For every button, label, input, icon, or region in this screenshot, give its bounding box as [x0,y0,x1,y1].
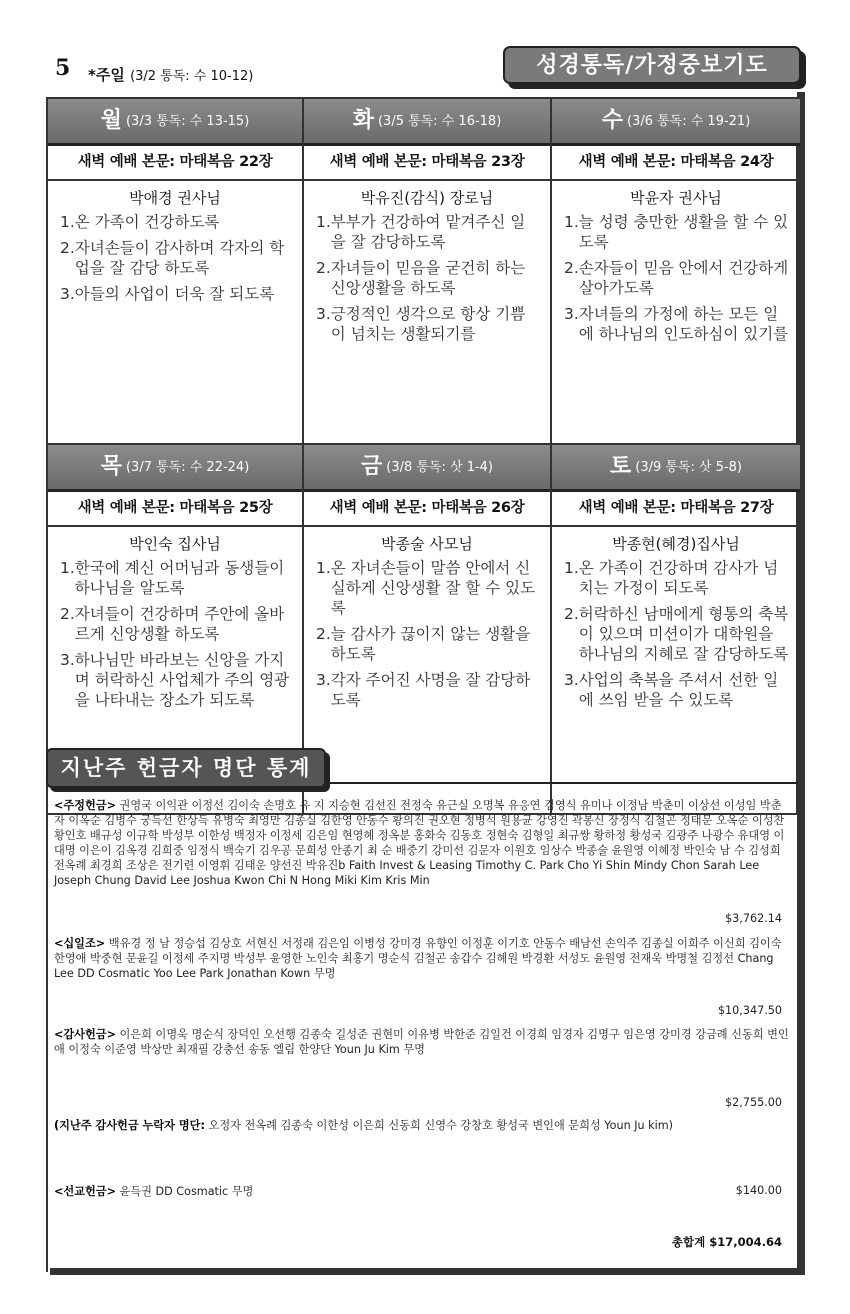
prayer-item [60,284,292,304]
header-badge [503,46,801,84]
prayer-item-text: 자녀들이 건강하며 주안에 올바르게 신앙생활 하도록 [74,605,285,643]
prayer-item-number: 2. [60,605,75,623]
mission-label: <선교헌금> [54,1185,116,1198]
day-reading: (3/5 통독: 수 16-18) [377,114,502,129]
prayer-item-text: 온 자녀손들이 말씀 안에서 신실하게 신앙생활 잘 할 수 있도록 [330,559,536,617]
prayer-item [316,558,540,618]
prayer-item [60,558,292,598]
day-name: 월 [100,108,122,133]
prayer-leader: 박유진(감식) 장로님 [360,189,494,207]
day-reading: (3/7 통독: 수 22-24) [125,460,250,475]
section-rule [330,782,798,784]
prayer-leader: 박종현(혜경)집사님 [612,535,740,553]
tithe-names: 권영국 이익관 이정선 김이숙 손명호 유 지 지승현 김선진 전정숙 유근실 오명복 유응연 김영식 유미나 이정남 박춘미 이상선 이성임 박춘자 이옥순 김병수 궁득선 한상득 유병숙 최영만 김종실 김한영 안동수 황의진 권오현 정병석 원용균 강영진 곽봉신 장정식 김철곤 정태문 오옥순 이성찬 황인호 배규성 이규학 박성부 이한성 백정자 이정세 김은임 현영혜 정옥분 홍화숙 김동호 정현숙 김형일 최규쌍 황하정 황성국 김광주 나광수 유대영 이대명 이은이 김옥경 김희중 임정식 백숙기 김우공 문희성 안종기 최 순 배중기 강미선 김문자 이원호 임상수 박종술 윤원영 이혜정 박인숙 남 수 김성희 전옥례 최경희 조상은 전기련 이영휘 김태운 양선진 박유진b Faith Invest & Leasing Timothy C. Park Cho Yi Shin Mindy Chon Sarah Lee Joseph Chung David Lee Joshua Kwon Chi N Hong Miki Kim Kris Min [54,799,785,887]
thanks-label: <감사헌금> [54,1028,116,1041]
day-cell [304,443,552,813]
frame-bottom-shadow [50,1268,805,1275]
prayer-leader: 박애경 권사님 [129,189,221,207]
day-reading: (3/8 통독: 삿 1-4) [386,460,493,475]
prayer-item-number: 1. [316,559,331,577]
prayer-item [316,304,540,344]
prayer-item-number: 2. [564,605,579,623]
day-reading: (3/3 통독: 수 13-15) [125,114,250,129]
day-header [552,445,800,492]
prayer-item-number: 2. [60,239,75,257]
tithe-label: <주정헌금> [54,799,116,812]
offering-section-label: 지난주 헌금자 명단 통계 [46,748,326,788]
day-name: 금 [360,454,383,479]
page-number: 5 [55,55,71,81]
prayer-item [564,558,790,598]
building-names: 백유경 정 남 정승섭 김상호 서현신 서정래 김은임 이병성 강미경 유향인 이정훈 이기호 안동수 배남선 손익주 김종실 이희주 이신희 김이숙 한영애 박중현 문윤길 이정세 주지명 박성부 윤영한 노인숙 최홍기 명순식 김철곤 송갑수 김혜원 박경환 서성도 윤원영 전재욱 박명철 김정선 Chang Lee DD Cosmatic Yoo Lee Park Jonathan Kown 무명 [54,937,782,980]
prayer-item [564,604,790,664]
thanks-names: 이은희 이명욱 명순식 장덕인 오선행 김종숙 길성준 권현미 이유병 박한준 김일건 이경희 임경자 김명구 임은영 강미경 강금례 신동희 변인애 이정숙 이준영 박상만 최재필 강충선 송동 엘림 한양단 Youn Ju Kim 무명 [54,1028,789,1056]
prayer-item-number: 1. [316,213,331,231]
prayer-item-text: 하나님만 바라보는 신앙을 가지며 허락하신 사업체가 주의 영광을 나타내는 장소가 되도록 [74,651,290,709]
grand-total: 총합계 $17,004.64 [671,1235,782,1249]
building-amount: $10,347.50 [717,1004,782,1017]
day-cell [48,99,304,443]
day-header [48,445,302,492]
prayer-item-text: 늘 감사가 끊이지 않는 생활을 하도록 [330,625,531,663]
day-reading: (3/6 통독: 수 19-21) [626,114,751,129]
prayer-item-number: 2. [316,625,331,643]
day-header [304,445,550,492]
prayer-item [316,212,540,252]
prayer-items [48,212,302,443]
day-verse: 새벽 예배 본문: 마태복음 26장 [304,492,550,527]
day-cell [552,99,800,443]
prayer-leader: 박종술 사모님 [381,535,473,553]
prayer-item-text: 자녀손들이 감사하며 각자의 학업을 잘 감당 하도록 [74,239,285,277]
prayer-item-text: 한국에 계신 어머님과 동생들이 하나님을 알도록 [74,559,285,597]
prayer-item-number: 3. [316,305,331,323]
prayer-item-text: 자녀들의 가정에 하는 모든 일에 하나님의 인도하심이 있기를 [578,305,789,343]
missing-block [54,1118,789,1133]
prayer-item-number: 2. [316,259,331,277]
missing-names: 오정자 전옥례 김종숙 이한성 이은희 신동희 신영수 강창호 황성국 변인애 문희성 Youn Ju kim) [208,1119,674,1132]
prayer-items [552,558,800,813]
prayer-item-number: 3. [316,671,331,689]
tithe-block [54,798,789,888]
header-badge-label: 성경통독/가정중보기도 [503,46,801,84]
prayer-item-number: 3. [564,671,579,689]
prayer-item [60,604,292,644]
day-header [304,99,550,146]
prayer-item-text: 허락하신 남매에게 형통의 축복이 있으며 미션이가 대학원을 하나님의 지혜로 잘 감당하도록 [578,605,789,663]
building-label: <십일조> [54,937,106,950]
prayer-item [60,238,292,278]
sunday-reading: (3/2 통독: 수 10-12) [130,69,254,84]
prayer-items [304,558,550,813]
prayer-item [564,212,790,252]
missing-label: (지난주 감사헌금 누락자 명단: [54,1119,205,1132]
prayer-item-text: 부부가 건강하여 맡겨주신 일을 잘 감당하도록 [330,213,526,251]
prayer-item [564,670,790,710]
prayer-item-number: 3. [60,285,75,303]
offering-section-title [46,748,326,788]
day-cell [552,443,800,813]
day-header [552,99,800,146]
sunday-label: *주일 [88,66,125,84]
prayer-item [316,258,540,298]
day-verse: 새벽 예배 본문: 마태복음 27장 [552,492,800,527]
mission-block [54,1184,789,1199]
tithe-amount: $3,762.14 [725,912,782,925]
building-block [54,936,789,981]
prayer-item [60,212,292,232]
mission-amount: $140.00 [735,1184,782,1197]
day-name: 목 [100,454,122,479]
prayer-leader: 박인숙 집사님 [129,535,221,553]
day-header [48,99,302,146]
prayer-item-text: 온 가족이 건강하며 감사가 넘치는 가정이 되도록 [578,559,779,597]
prayer-leader: 박윤자 권사님 [630,189,722,207]
day-verse: 새벽 예배 본문: 마태복음 24장 [552,146,800,181]
prayer-item-number: 1. [564,559,579,577]
prayer-item-text: 늘 성령 충만한 생활을 할 수 있도록 [578,213,789,251]
prayer-item-text: 긍정적인 생각으로 항상 기쁨이 넘치는 생활되기를 [330,305,526,343]
prayer-item-text: 손자들이 믿음 안에서 건강하게 살아가도록 [578,259,789,297]
sunday-heading [88,64,253,85]
day-name: 수 [601,108,623,133]
prayer-item-text: 사업의 축복을 주셔서 선한 일에 쓰임 받을 수 있도록 [578,671,779,709]
prayer-item [564,258,790,298]
prayer-item-text: 자녀들이 믿음을 굳건히 하는 신앙생활을 하도록 [330,259,526,297]
prayer-item-number: 3. [564,305,579,323]
prayer-item [60,650,292,710]
day-verse: 새벽 예배 본문: 마태복음 23장 [304,146,550,181]
mission-names: 윤득권 DD Cosmatic 무명 [119,1185,254,1198]
thanks-block [54,1027,789,1057]
prayer-items [304,212,550,443]
thanks-amount: $2,755.00 [725,1096,782,1109]
day-cell [304,99,552,443]
day-name: 토 [609,454,632,479]
prayer-grid [46,97,798,815]
prayer-item-number: 3. [60,651,75,669]
prayer-item-text: 각자 주어진 사명을 잘 감당하도록 [330,671,531,709]
day-name: 화 [352,108,374,133]
prayer-item [316,670,540,710]
prayer-item-text: 아들의 사업이 더욱 잘 되도록 [74,285,275,303]
day-verse: 새벽 예배 본문: 마태복음 25장 [48,492,302,527]
prayer-item-number: 1. [564,213,579,231]
prayer-item-number: 1. [60,213,75,231]
day-verse: 새벽 예배 본문: 마태복음 22장 [48,146,302,181]
prayer-item-number: 1. [60,559,75,577]
prayer-item-text: 온 가족이 건강하도록 [74,213,220,231]
prayer-item [564,304,790,344]
prayer-item-number: 2. [564,259,579,277]
day-reading: (3/9 통독: 삿 5-8) [635,460,742,475]
prayer-items [552,212,800,443]
prayer-item [316,624,540,664]
